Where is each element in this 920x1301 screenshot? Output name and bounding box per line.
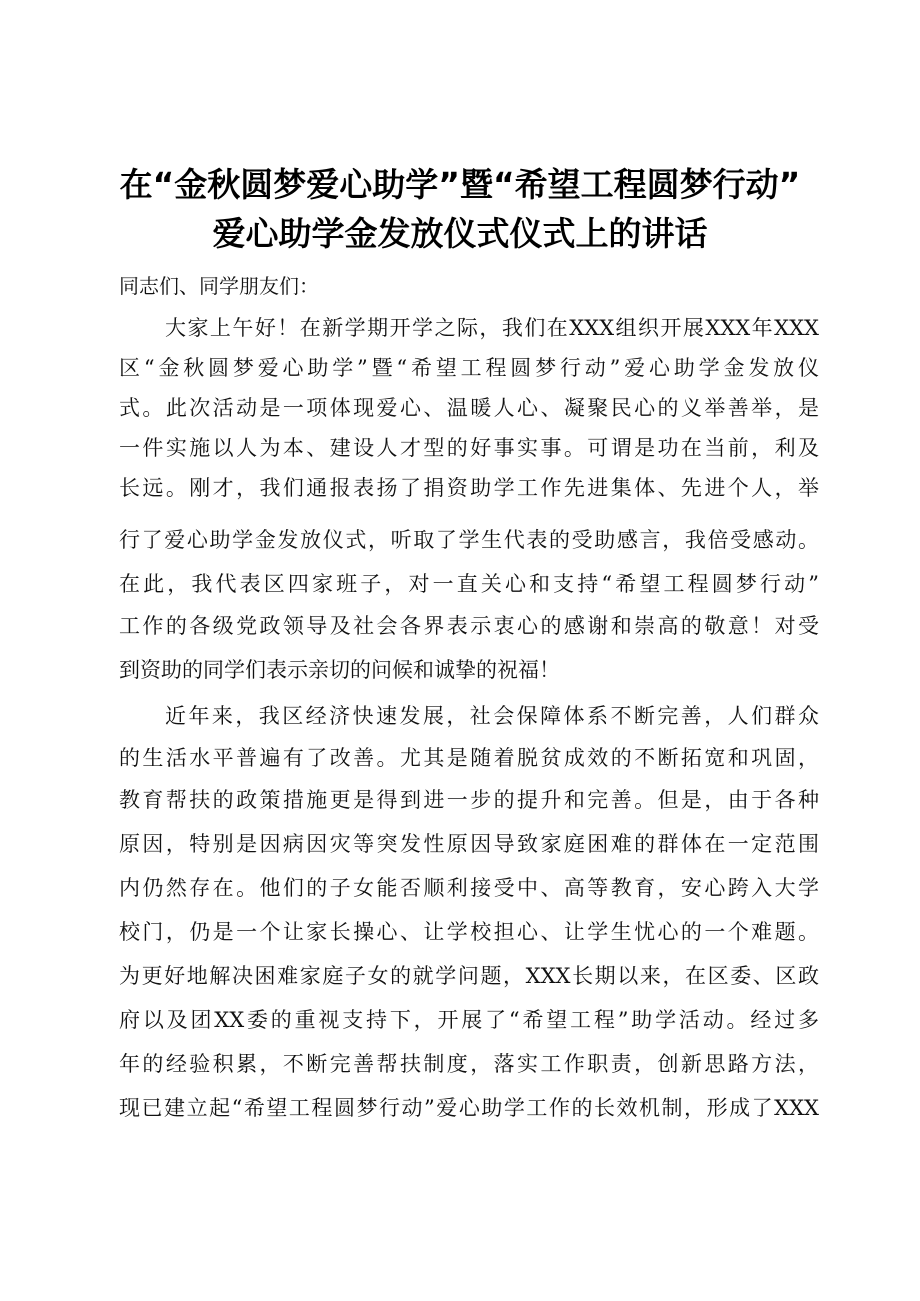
paragraph-2-line: 的生活水平普遍有了改善。尤其是随着脱贫成效的不断拓宽和巩固， xyxy=(119,746,819,770)
paragraph-1-line: 大家上午好！在新学期开学之际，我们在XXX组织开展XXX年XXX xyxy=(165,316,819,340)
paragraph-2-line: 教育帮扶的政策措施更是得到进一步的提升和完善。但是，由于各种 xyxy=(119,788,819,812)
salutation: 同志们、同学朋友们： xyxy=(119,274,319,298)
paragraph-2-line: 近年来，我区经济快速发展，社会保障体系不断完善，人们群众 xyxy=(165,704,819,728)
paragraph-1-line: 一件实施以人为本、建设人才型的好事实事。可谓是功在当前，利及 xyxy=(119,436,819,460)
paragraph-1-line: 工作的各级党政领导及社会各界表示衷心的感谢和崇高的敬意！对受 xyxy=(119,614,819,638)
paragraph-2-line: 现已建立起“希望工程圆梦行动”爱心助学工作的长效机制，形成了XXX xyxy=(119,1096,819,1120)
paragraph-1-line: 长远。刚才，我们通报表扬了捐资助学工作先进集体、先进个人，举 xyxy=(119,476,819,500)
paragraph-2-line: 校门，仍是一个让家长操心、让学校担心、让学生忧心的一个难题。 xyxy=(119,920,819,944)
paragraph-2-line: 内仍然存在。他们的子女能否顺利接受中、高等教育，安心跨入大学 xyxy=(119,876,819,900)
paragraph-2-line: 府以及团XX委的重视支持下，开展了“希望工程”助学活动。经过多 xyxy=(119,1008,819,1032)
paragraph-1-line: 式。此次活动是一项体现爱心、温暖人心、凝聚民心的义举善举，是 xyxy=(119,396,819,420)
paragraph-1-line: 行了爱心助学金发放仪式，听取了学生代表的受助感言，我倍受感动。 xyxy=(119,528,819,552)
document-title-line-2: 爱心助学金发放仪式仪式上的讲话 xyxy=(212,214,708,253)
paragraph-1-line: 在此，我代表区四家班子，对一直关心和支持“希望工程圆梦行动” xyxy=(119,572,819,596)
document-title-line-1: 在“金秋圆梦爱心助学”暨“希望工程圆梦行动” xyxy=(119,165,801,204)
paragraph-1-line: 区“金秋圆梦爱心助学”暨“希望工程圆梦行动”爱心助学金发放仪 xyxy=(119,356,819,380)
paragraph-2-line: 年的经验积累，不断完善帮扶制度，落实工作职责，创新思路方法， xyxy=(119,1052,819,1076)
paragraph-2-line: 原因，特别是因病因灾等突发性原因导致家庭困难的群体在一定范围 xyxy=(119,832,819,856)
paragraph-1-line: 到资助的同学们表示亲切的问候和诚挚的祝福！ xyxy=(119,658,560,682)
paragraph-2-line: 为更好地解决困难家庭子女的就学问题，XXX长期以来，在区委、区政 xyxy=(119,964,819,988)
